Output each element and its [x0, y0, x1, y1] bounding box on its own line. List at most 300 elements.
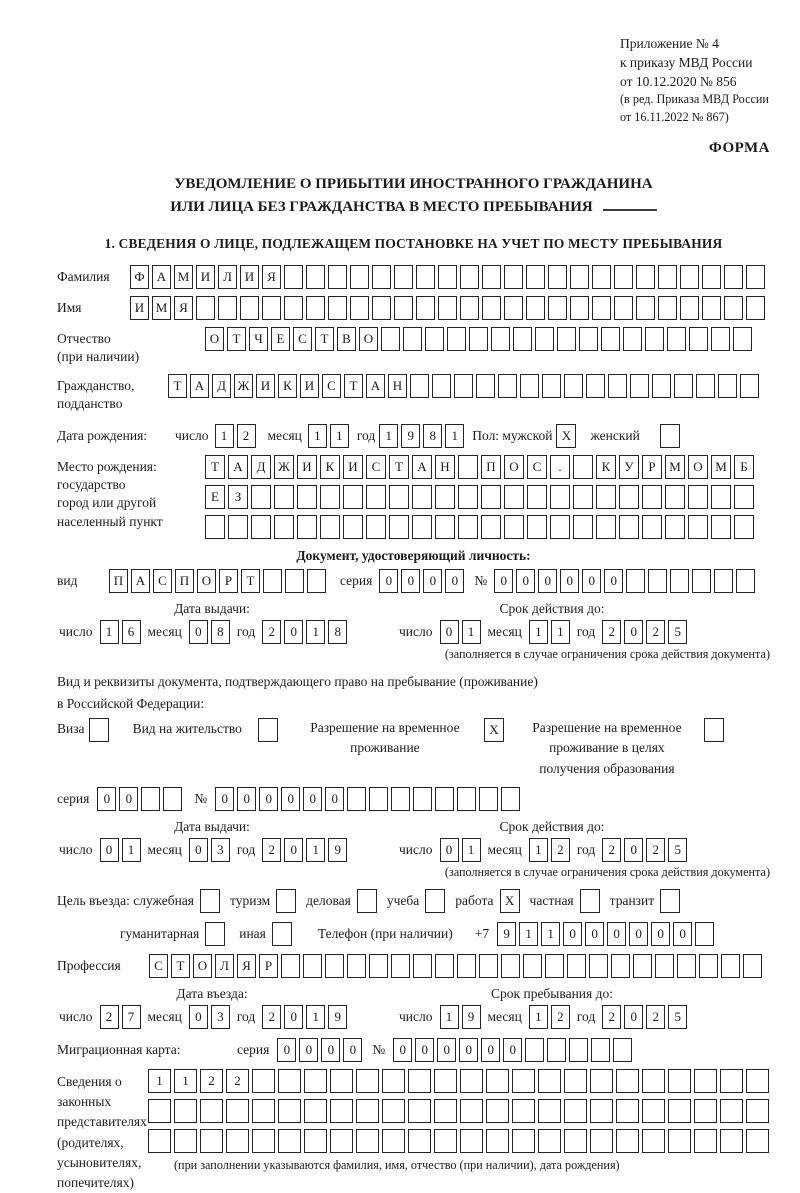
char-box[interactable]: [677, 954, 696, 978]
char-box[interactable]: [284, 296, 303, 320]
char-box[interactable]: [304, 1069, 327, 1093]
char-box[interactable]: [196, 296, 215, 320]
char-box[interactable]: [680, 296, 699, 320]
char-box[interactable]: [281, 954, 300, 978]
char-box[interactable]: [306, 265, 325, 289]
char-box[interactable]: 0: [281, 787, 300, 811]
char-box[interactable]: 1: [100, 620, 119, 644]
char-box[interactable]: [633, 954, 652, 978]
char-box[interactable]: [591, 1038, 610, 1062]
char-box[interactable]: О: [197, 569, 216, 593]
char-box[interactable]: 8: [423, 424, 442, 448]
char-box[interactable]: [623, 327, 642, 351]
char-box[interactable]: [328, 296, 347, 320]
char-box[interactable]: [457, 954, 476, 978]
char-box[interactable]: [579, 327, 598, 351]
char-box[interactable]: [592, 296, 611, 320]
char-box[interactable]: [702, 296, 721, 320]
char-box[interactable]: 0: [624, 838, 643, 862]
char-box[interactable]: [432, 374, 451, 398]
char-box[interactable]: [527, 515, 547, 539]
char-box[interactable]: 0: [560, 569, 579, 593]
char-box[interactable]: [486, 1069, 509, 1093]
char-box[interactable]: [278, 1069, 301, 1093]
char-box[interactable]: [412, 485, 432, 509]
char-box[interactable]: [590, 1069, 613, 1093]
char-box[interactable]: 0: [325, 787, 344, 811]
char-box[interactable]: Т: [227, 327, 246, 351]
char-box[interactable]: [721, 954, 740, 978]
char-box[interactable]: Ж: [234, 374, 253, 398]
char-box[interactable]: 1: [462, 838, 481, 862]
char-box[interactable]: [460, 296, 479, 320]
char-box[interactable]: [743, 954, 762, 978]
char-box[interactable]: [285, 569, 304, 593]
char-box[interactable]: 1: [308, 424, 327, 448]
char-box[interactable]: [262, 296, 281, 320]
char-box[interactable]: [694, 1099, 717, 1123]
char-box[interactable]: [435, 787, 454, 811]
char-box[interactable]: 0: [445, 569, 464, 593]
char-box[interactable]: К: [596, 455, 616, 479]
char-box[interactable]: 2: [602, 620, 621, 644]
char-box[interactable]: 1: [529, 620, 548, 644]
char-box[interactable]: [526, 265, 545, 289]
char-box[interactable]: [410, 374, 429, 398]
char-box[interactable]: [438, 296, 457, 320]
char-box[interactable]: Т: [315, 327, 334, 351]
char-box[interactable]: [570, 265, 589, 289]
char-box[interactable]: О: [688, 455, 708, 479]
char-box[interactable]: З: [228, 485, 248, 509]
char-box[interactable]: 1: [330, 424, 349, 448]
char-box[interactable]: [356, 1069, 379, 1093]
char-box[interactable]: [416, 296, 435, 320]
char-box[interactable]: [218, 296, 237, 320]
char-box[interactable]: 2: [262, 620, 281, 644]
char-box[interactable]: 1: [440, 1005, 459, 1029]
char-box[interactable]: 6: [122, 620, 141, 644]
char-box[interactable]: [163, 787, 182, 811]
char-box[interactable]: [724, 265, 743, 289]
char-box[interactable]: [550, 485, 570, 509]
checkbox-humanitarian[interactable]: [205, 922, 225, 946]
char-box[interactable]: [504, 265, 523, 289]
char-box[interactable]: [278, 1099, 301, 1123]
checkbox-visa[interactable]: [89, 718, 109, 742]
char-box[interactable]: 0: [237, 787, 256, 811]
char-box[interactable]: [658, 296, 677, 320]
char-box[interactable]: [425, 327, 444, 351]
char-box[interactable]: [746, 265, 765, 289]
char-box[interactable]: [205, 515, 225, 539]
char-box[interactable]: [668, 1129, 691, 1153]
char-box[interactable]: [460, 1069, 483, 1093]
char-box[interactable]: 5: [668, 1005, 687, 1029]
char-box[interactable]: [564, 374, 583, 398]
char-box[interactable]: [665, 485, 685, 509]
checkbox-transit[interactable]: [660, 889, 680, 913]
char-box[interactable]: [303, 954, 322, 978]
char-box[interactable]: [382, 1099, 405, 1123]
char-box[interactable]: [389, 485, 409, 509]
char-box[interactable]: [369, 954, 388, 978]
char-box[interactable]: М: [174, 265, 193, 289]
char-box[interactable]: [435, 954, 454, 978]
char-box[interactable]: [720, 1099, 743, 1123]
char-box[interactable]: [648, 569, 667, 593]
char-box[interactable]: 0: [503, 1038, 522, 1062]
checkbox-study[interactable]: [425, 889, 445, 913]
char-box[interactable]: Я: [262, 265, 281, 289]
char-box[interactable]: 5: [668, 838, 687, 862]
char-box[interactable]: 0: [582, 569, 601, 593]
char-box[interactable]: [720, 1069, 743, 1093]
char-box[interactable]: [545, 954, 564, 978]
char-box[interactable]: [668, 1069, 691, 1093]
char-box[interactable]: М: [665, 455, 685, 479]
char-box[interactable]: 0: [299, 1038, 318, 1062]
char-box[interactable]: [569, 1038, 588, 1062]
char-box[interactable]: [512, 1069, 535, 1093]
char-box[interactable]: 0: [423, 569, 442, 593]
char-box[interactable]: 1: [306, 620, 325, 644]
char-box[interactable]: [525, 1038, 544, 1062]
char-box[interactable]: [614, 296, 633, 320]
char-box[interactable]: [482, 296, 501, 320]
char-box[interactable]: [590, 1129, 613, 1153]
char-box[interactable]: Т: [168, 374, 187, 398]
char-box[interactable]: [240, 296, 259, 320]
char-box[interactable]: [718, 374, 737, 398]
char-box[interactable]: [408, 1129, 431, 1153]
char-box[interactable]: [608, 374, 627, 398]
char-box[interactable]: [733, 327, 752, 351]
char-box[interactable]: [596, 515, 616, 539]
char-box[interactable]: [596, 485, 616, 509]
char-box[interactable]: [148, 1099, 171, 1123]
char-box[interactable]: 0: [629, 922, 648, 946]
checkbox-female[interactable]: [660, 424, 680, 448]
char-box[interactable]: 0: [303, 787, 322, 811]
char-box[interactable]: А: [190, 374, 209, 398]
char-box[interactable]: [616, 1099, 639, 1123]
char-box[interactable]: 0: [119, 787, 138, 811]
char-box[interactable]: [438, 265, 457, 289]
char-box[interactable]: [320, 485, 340, 509]
char-box[interactable]: [550, 515, 570, 539]
char-box[interactable]: [711, 485, 731, 509]
char-box[interactable]: С: [153, 569, 172, 593]
char-box[interactable]: [636, 296, 655, 320]
char-box[interactable]: 1: [529, 1005, 548, 1029]
char-box[interactable]: 1: [306, 838, 325, 862]
char-box[interactable]: Л: [215, 954, 234, 978]
char-box[interactable]: [330, 1099, 353, 1123]
char-box[interactable]: Д: [251, 455, 271, 479]
char-box[interactable]: [667, 327, 686, 351]
char-box[interactable]: [394, 265, 413, 289]
char-box[interactable]: [658, 265, 677, 289]
char-box[interactable]: [746, 296, 765, 320]
char-box[interactable]: С: [293, 327, 312, 351]
char-box[interactable]: 1: [174, 1069, 197, 1093]
char-box[interactable]: [542, 374, 561, 398]
char-box[interactable]: [460, 265, 479, 289]
char-box[interactable]: 2: [646, 838, 665, 862]
char-box[interactable]: [642, 485, 662, 509]
char-box[interactable]: [616, 1069, 639, 1093]
char-box[interactable]: У: [619, 455, 639, 479]
char-box[interactable]: В: [337, 327, 356, 351]
char-box[interactable]: [486, 1099, 509, 1123]
char-box[interactable]: [350, 296, 369, 320]
char-box[interactable]: [504, 515, 524, 539]
char-box[interactable]: [328, 265, 347, 289]
char-box[interactable]: 1: [541, 922, 560, 946]
char-box[interactable]: А: [228, 455, 248, 479]
char-box[interactable]: [688, 485, 708, 509]
char-box[interactable]: [590, 1099, 613, 1123]
char-box[interactable]: [141, 787, 160, 811]
char-box[interactable]: [381, 327, 400, 351]
char-box[interactable]: [734, 515, 754, 539]
char-box[interactable]: И: [130, 296, 149, 320]
char-box[interactable]: 0: [100, 838, 119, 862]
char-box[interactable]: [469, 327, 488, 351]
char-box[interactable]: Е: [271, 327, 290, 351]
char-box[interactable]: [491, 327, 510, 351]
char-box[interactable]: [694, 1129, 717, 1153]
char-box[interactable]: [408, 1069, 431, 1093]
char-box[interactable]: [619, 485, 639, 509]
char-box[interactable]: [724, 296, 743, 320]
char-box[interactable]: [382, 1129, 405, 1153]
char-box[interactable]: [573, 485, 593, 509]
char-box[interactable]: 2: [237, 424, 256, 448]
char-box[interactable]: 9: [462, 1005, 481, 1029]
char-box[interactable]: [347, 787, 366, 811]
char-box[interactable]: [520, 374, 539, 398]
char-box[interactable]: 1: [551, 620, 570, 644]
char-box[interactable]: [226, 1099, 249, 1123]
char-box[interactable]: 2: [200, 1069, 223, 1093]
char-box[interactable]: [434, 1099, 457, 1123]
char-box[interactable]: 9: [497, 922, 516, 946]
char-box[interactable]: [557, 327, 576, 351]
char-box[interactable]: 2: [226, 1069, 249, 1093]
char-box[interactable]: 0: [624, 1005, 643, 1029]
char-box[interactable]: 0: [189, 1005, 208, 1029]
checkbox-tourism[interactable]: [276, 889, 296, 913]
char-box[interactable]: М: [711, 455, 731, 479]
char-box[interactable]: 0: [585, 922, 604, 946]
char-box[interactable]: 1: [519, 922, 538, 946]
char-box[interactable]: 0: [401, 569, 420, 593]
char-box[interactable]: 0: [459, 1038, 478, 1062]
char-box[interactable]: [695, 922, 714, 946]
char-box[interactable]: [343, 515, 363, 539]
char-box[interactable]: Я: [174, 296, 193, 320]
char-box[interactable]: [200, 1129, 223, 1153]
char-box[interactable]: [670, 569, 689, 593]
char-box[interactable]: 0: [393, 1038, 412, 1062]
char-box[interactable]: 9: [328, 1005, 347, 1029]
char-box[interactable]: [642, 1129, 665, 1153]
char-box[interactable]: [564, 1129, 587, 1153]
char-box[interactable]: П: [109, 569, 128, 593]
char-box[interactable]: [350, 265, 369, 289]
char-box[interactable]: Д: [212, 374, 231, 398]
char-box[interactable]: 2: [262, 838, 281, 862]
char-box[interactable]: [626, 569, 645, 593]
char-box[interactable]: 7: [122, 1005, 141, 1029]
char-box[interactable]: А: [152, 265, 171, 289]
char-box[interactable]: 2: [262, 1005, 281, 1029]
char-box[interactable]: 0: [624, 620, 643, 644]
char-box[interactable]: [403, 327, 422, 351]
char-box[interactable]: [601, 327, 620, 351]
char-box[interactable]: [458, 515, 478, 539]
char-box[interactable]: [476, 374, 495, 398]
char-box[interactable]: 3: [211, 838, 230, 862]
char-box[interactable]: [174, 1129, 197, 1153]
char-box[interactable]: [148, 1129, 171, 1153]
char-box[interactable]: [564, 1069, 587, 1093]
char-box[interactable]: О: [193, 954, 212, 978]
char-box[interactable]: .: [550, 455, 570, 479]
checkbox-temp-permit[interactable]: X: [484, 718, 504, 742]
checkbox-work[interactable]: X: [500, 889, 520, 913]
char-box[interactable]: [366, 485, 386, 509]
char-box[interactable]: 2: [100, 1005, 119, 1029]
char-box[interactable]: [665, 515, 685, 539]
char-box[interactable]: [252, 1099, 275, 1123]
char-box[interactable]: А: [366, 374, 385, 398]
char-box[interactable]: Ж: [274, 455, 294, 479]
char-box[interactable]: [394, 296, 413, 320]
char-box[interactable]: [696, 374, 715, 398]
char-box[interactable]: 2: [602, 1005, 621, 1029]
char-box[interactable]: [586, 374, 605, 398]
char-box[interactable]: 0: [651, 922, 670, 946]
char-box[interactable]: 5: [668, 620, 687, 644]
char-box[interactable]: [481, 515, 501, 539]
char-box[interactable]: 9: [401, 424, 420, 448]
checkbox-other[interactable]: [272, 922, 292, 946]
char-box[interactable]: [513, 327, 532, 351]
char-box[interactable]: [330, 1069, 353, 1093]
char-box[interactable]: 0: [215, 787, 234, 811]
char-box[interactable]: 0: [97, 787, 116, 811]
char-box[interactable]: [734, 485, 754, 509]
char-box[interactable]: 0: [563, 922, 582, 946]
char-box[interactable]: 0: [516, 569, 535, 593]
char-box[interactable]: [297, 515, 317, 539]
char-box[interactable]: [479, 954, 498, 978]
char-box[interactable]: [548, 265, 567, 289]
char-box[interactable]: [226, 1129, 249, 1153]
char-box[interactable]: [692, 569, 711, 593]
char-box[interactable]: [479, 787, 498, 811]
char-box[interactable]: [567, 954, 586, 978]
char-box[interactable]: 1: [445, 424, 464, 448]
char-box[interactable]: Ф: [130, 265, 149, 289]
char-box[interactable]: [680, 265, 699, 289]
char-box[interactable]: 0: [440, 838, 459, 862]
checkbox-residence-permit[interactable]: [258, 718, 278, 742]
char-box[interactable]: О: [359, 327, 378, 351]
char-box[interactable]: [642, 1069, 665, 1093]
char-box[interactable]: [746, 1069, 769, 1093]
char-box[interactable]: [408, 1099, 431, 1123]
char-box[interactable]: 8: [328, 620, 347, 644]
char-box[interactable]: [702, 265, 721, 289]
char-box[interactable]: [482, 265, 501, 289]
char-box[interactable]: 0: [284, 838, 303, 862]
char-box[interactable]: [356, 1129, 379, 1153]
char-box[interactable]: Б: [734, 455, 754, 479]
char-box[interactable]: [330, 1129, 353, 1153]
char-box[interactable]: [548, 296, 567, 320]
char-box[interactable]: [711, 327, 730, 351]
char-box[interactable]: С: [366, 455, 386, 479]
char-box[interactable]: И: [256, 374, 275, 398]
char-box[interactable]: 1: [529, 838, 548, 862]
checkbox-male[interactable]: X: [556, 424, 576, 448]
char-box[interactable]: И: [196, 265, 215, 289]
char-box[interactable]: [501, 787, 520, 811]
char-box[interactable]: [614, 265, 633, 289]
char-box[interactable]: 8: [211, 620, 230, 644]
char-box[interactable]: [613, 1038, 632, 1062]
char-box[interactable]: Т: [389, 455, 409, 479]
char-box[interactable]: 0: [440, 620, 459, 644]
char-box[interactable]: А: [131, 569, 150, 593]
char-box[interactable]: 2: [646, 620, 665, 644]
char-box[interactable]: [372, 265, 391, 289]
char-box[interactable]: [611, 954, 630, 978]
char-box[interactable]: [284, 265, 303, 289]
char-box[interactable]: [413, 787, 432, 811]
char-box[interactable]: [668, 1099, 691, 1123]
char-box[interactable]: 0: [415, 1038, 434, 1062]
char-box[interactable]: [200, 1099, 223, 1123]
char-box[interactable]: [251, 485, 271, 509]
char-box[interactable]: [547, 1038, 566, 1062]
char-box[interactable]: 0: [284, 1005, 303, 1029]
char-box[interactable]: [356, 1099, 379, 1123]
char-box[interactable]: [297, 485, 317, 509]
char-box[interactable]: [320, 515, 340, 539]
char-box[interactable]: [382, 1069, 405, 1093]
char-box[interactable]: 2: [551, 838, 570, 862]
char-box[interactable]: [527, 485, 547, 509]
char-box[interactable]: [570, 296, 589, 320]
char-box[interactable]: [694, 1069, 717, 1093]
char-box[interactable]: И: [297, 455, 317, 479]
char-box[interactable]: С: [322, 374, 341, 398]
char-box[interactable]: [589, 954, 608, 978]
char-box[interactable]: 9: [328, 838, 347, 862]
char-box[interactable]: 0: [343, 1038, 362, 1062]
char-box[interactable]: [642, 1099, 665, 1123]
char-box[interactable]: [714, 569, 733, 593]
char-box[interactable]: 1: [122, 838, 141, 862]
char-box[interactable]: [278, 1129, 301, 1153]
char-box[interactable]: [573, 455, 593, 479]
char-box[interactable]: 0: [494, 569, 513, 593]
